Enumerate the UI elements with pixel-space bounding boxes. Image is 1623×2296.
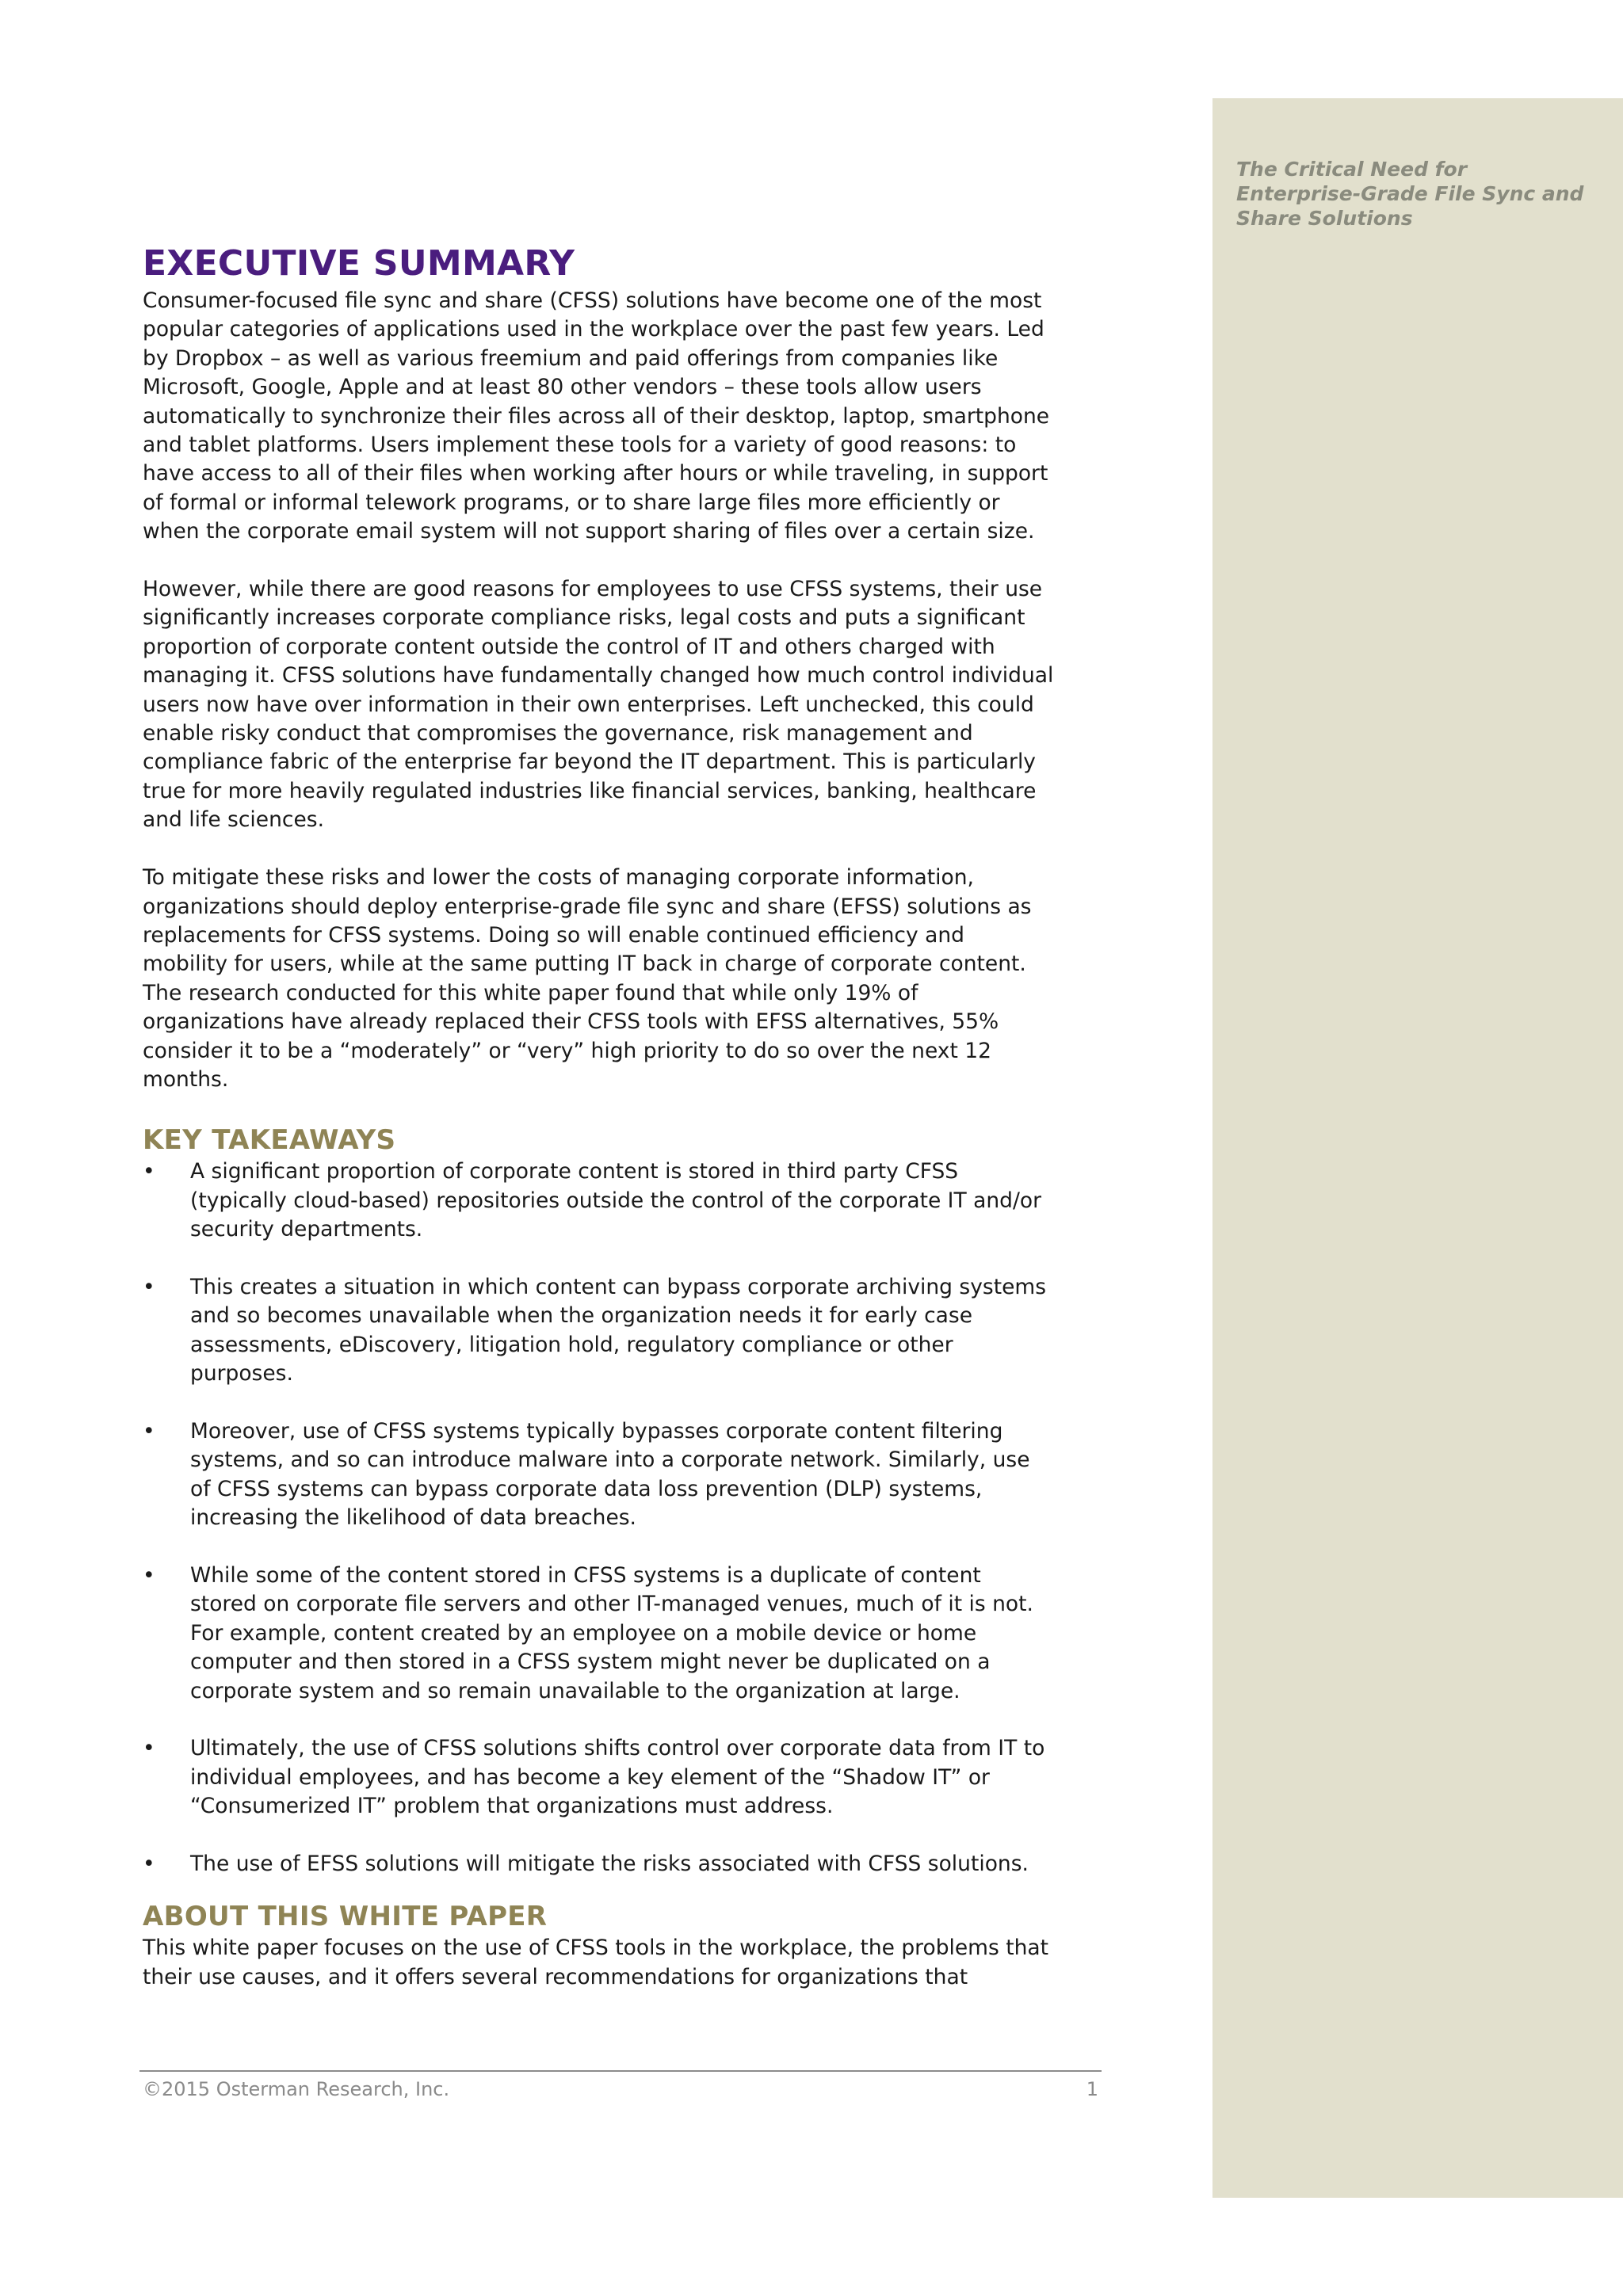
takeaway-text: A significant proportion of corporate content is stored in third party CFSS (typically cloud-based) repositories outside the control of the corporate IT and/or security departments. bbox=[190, 1159, 1042, 1242]
footer-copyright: ©2015 Osterman Research, Inc. bbox=[143, 2078, 450, 2100]
key-takeaways-section bbox=[143, 1123, 1054, 1878]
bullet-icon: • bbox=[143, 1159, 155, 1184]
takeaway-item-5 bbox=[143, 1734, 1054, 1821]
main-content bbox=[143, 241, 1054, 1992]
takeaway-item-6 bbox=[143, 1850, 1054, 1878]
bullet-icon: • bbox=[143, 1418, 155, 1444]
takeaway-text: While some of the content stored in CFSS systems is a duplicate of content stored on corporate file servers and other IT-managed venues, much of it is not. For example, content created by an employee on a mobile device or home computer and then stored in a CFSS system might never be duplicated on a corporate system and so remain unavailable to the organization at large. bbox=[190, 1562, 1033, 1703]
about-heading: ABOUT THIS WHITE PAPER bbox=[143, 1901, 548, 1933]
takeaway-text: The use of EFSS solutions will mitigate the risks associated with CFSS solutions. bbox=[190, 1852, 1029, 1877]
bullet-icon: • bbox=[143, 1736, 155, 1761]
takeaway-item-4 bbox=[143, 1562, 1054, 1706]
executive-summary-section bbox=[143, 241, 1054, 1094]
bullet-icon: • bbox=[143, 1274, 155, 1299]
bullet-icon: • bbox=[143, 1562, 155, 1588]
sidebar-panel bbox=[1212, 98, 1623, 2198]
key-takeaways-list bbox=[143, 1158, 1054, 1878]
about-section bbox=[143, 1899, 1054, 1992]
summary-paragraph-3: To mitigate these risks and lower the costs of managing corporate information, organizations should deploy enterprise-grade file sync and share (EFSS) solutions as replacements for CFSS systems. Doing so will enable continued efficiency and mobility for users, while at the same putting IT back in charge of corporate content. The research conducted for this white paper found that while only 19% of organizations have already replaced their CFSS tools with EFSS alternatives, 55% consider it to be a “moderately” or “very” high priority to do so over the next 12 months. bbox=[143, 865, 1032, 1092]
summary-paragraph-2: However, while there are good reasons for employees to use CFSS systems, their use significantly increases corporate compliance risks, legal costs and puts a significant proportion of corporate content outside the control of IT and others charged with managing it. CFSS solutions have fundamentally changed how much control individual users now have over information in their own enterprises. Left unchecked, this could enable risky conduct that compromises the governance, risk management and compliance fabric of the enterprise far beyond the IT department. This is particularly true for more heavily regulated industries like financial services, banking, healthcare and life sciences. bbox=[143, 577, 1054, 833]
takeaway-item-3 bbox=[143, 1417, 1054, 1533]
about-paragraph: This white paper focuses on the use of CFSS tools in the workplace, the problems that their use causes, and it offers several recommendations for organizations that bbox=[143, 1936, 1049, 1989]
takeaway-item-2 bbox=[143, 1273, 1054, 1389]
takeaway-item-1 bbox=[143, 1158, 1054, 1244]
takeaway-text: Moreover, use of CFSS systems typically bypasses corporate content filtering systems, and so can introduce malware into a corporate network. Similarly, use of CFSS systems can bypass corporate data loss prevention (DLP) systems, increasing the likelihood of data breaches. bbox=[190, 1418, 1030, 1531]
page-number: 1 bbox=[1086, 2078, 1098, 2100]
bullet-icon: • bbox=[143, 1852, 155, 1877]
sidebar-document-title: The Critical Need for Enterprise-Grade File Sync and Share Solutions bbox=[1236, 158, 1584, 230]
footer-divider bbox=[139, 2070, 1102, 2072]
takeaway-text: Ultimately, the use of CFSS solutions shifts control over corporate data from IT to individual employees, and has become a key element of the “Shadow IT” or “Consumerized IT” problem that organizations must address. bbox=[190, 1736, 1045, 1819]
summary-paragraph-1: Consumer-focused file sync and share (CFSS) solutions have become one of the most popular categories of applications used in the workplace over the past few years. Led by Dropbox – as well as various freemium and paid offerings from companies like Microsoft, Google, Apple and at least 80 other vendors – these tools allow users automatically to synchronize their files across all of their desktop, laptop, smartphone and tablet platforms. Users implement these tools for a variety of good reasons: to have access to all of their files when working after hours or while traveling, in support of formal or informal telework programs, or to share large files more efficiently or when the corporate email system will not support sharing of files over a certain size. bbox=[143, 288, 1050, 544]
takeaway-text: This creates a situation in which content can bypass corporate archiving systems and so becomes unavailable when the organization needs it for early case assessments, eDiscovery, litigation hold, regulatory compliance or other purposes. bbox=[190, 1274, 1047, 1386]
key-takeaways-heading: KEY TAKEAWAYS bbox=[143, 1124, 396, 1157]
executive-summary-heading: EXECUTIVE SUMMARY bbox=[143, 243, 575, 284]
